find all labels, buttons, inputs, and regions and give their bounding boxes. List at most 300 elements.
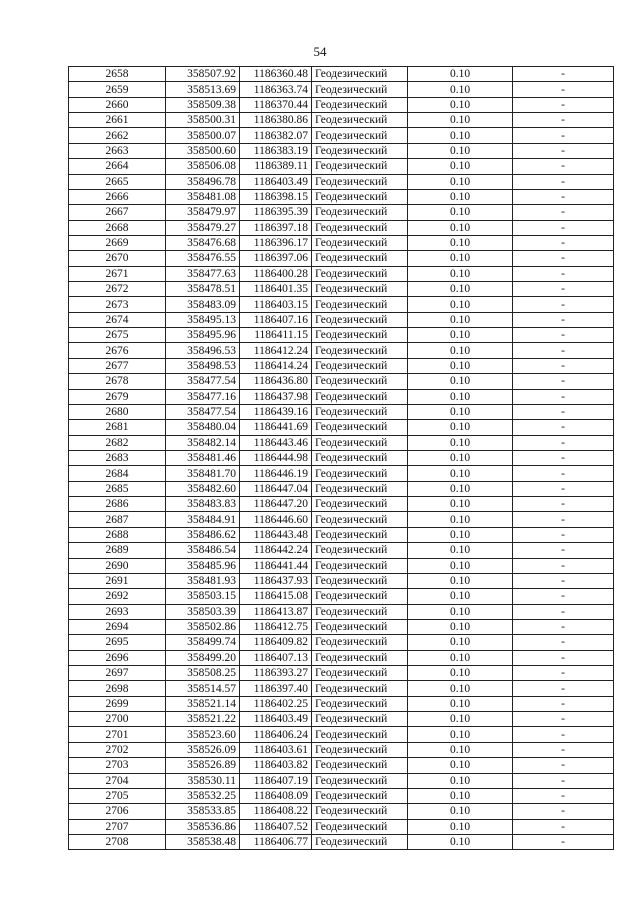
table-row bbox=[69, 512, 614, 527]
point-number-cell: 2693 bbox=[69, 604, 166, 619]
method-cell: Геодезический bbox=[312, 113, 408, 128]
description-cell: - bbox=[513, 159, 614, 174]
x-coordinate-cell: 358476.68 bbox=[166, 235, 240, 250]
x-coordinate-cell: 358521.22 bbox=[166, 712, 240, 727]
accuracy-cell: 0.10 bbox=[408, 804, 513, 819]
y-coordinate-cell: 1186406.24 bbox=[240, 727, 312, 742]
table-row bbox=[69, 650, 614, 665]
y-coordinate-cell: 1186403.15 bbox=[240, 297, 312, 312]
y-coordinate-cell: 1186412.75 bbox=[240, 619, 312, 634]
description-cell: - bbox=[513, 696, 614, 711]
y-coordinate-cell: 1186401.35 bbox=[240, 282, 312, 297]
method-cell: Геодезический bbox=[312, 389, 408, 404]
y-coordinate-cell: 1186397.40 bbox=[240, 681, 312, 696]
table-row bbox=[69, 189, 614, 204]
description-cell: - bbox=[513, 466, 614, 481]
method-cell: Геодезический bbox=[312, 481, 408, 496]
method-cell: Геодезический bbox=[312, 819, 408, 834]
x-coordinate-cell: 358477.63 bbox=[166, 266, 240, 281]
description-cell: - bbox=[513, 67, 614, 82]
table-row bbox=[69, 235, 614, 250]
method-cell: Геодезический bbox=[312, 804, 408, 819]
method-cell: Геодезический bbox=[312, 374, 408, 389]
description-cell: - bbox=[513, 97, 614, 112]
point-number-cell: 2678 bbox=[69, 374, 166, 389]
accuracy-cell: 0.10 bbox=[408, 788, 513, 803]
accuracy-cell: 0.10 bbox=[408, 742, 513, 757]
x-coordinate-cell: 358477.16 bbox=[166, 389, 240, 404]
table-row bbox=[69, 159, 614, 174]
description-cell: - bbox=[513, 819, 614, 834]
x-coordinate-cell: 358508.25 bbox=[166, 666, 240, 681]
y-coordinate-cell: 1186407.19 bbox=[240, 773, 312, 788]
table-row bbox=[69, 558, 614, 573]
description-cell: - bbox=[513, 543, 614, 558]
description-cell: - bbox=[513, 834, 614, 849]
description-cell: - bbox=[513, 681, 614, 696]
table-row bbox=[69, 666, 614, 681]
method-cell: Геодезический bbox=[312, 742, 408, 757]
x-coordinate-cell: 358503.39 bbox=[166, 604, 240, 619]
method-cell: Геодезический bbox=[312, 758, 408, 773]
description-cell: - bbox=[513, 604, 614, 619]
table-row bbox=[69, 681, 614, 696]
description-cell: - bbox=[513, 788, 614, 803]
description-cell: - bbox=[513, 758, 614, 773]
x-coordinate-cell: 358503.15 bbox=[166, 589, 240, 604]
point-number-cell: 2682 bbox=[69, 435, 166, 450]
y-coordinate-cell: 1186439.16 bbox=[240, 404, 312, 419]
description-cell: - bbox=[513, 727, 614, 742]
method-cell: Геодезический bbox=[312, 189, 408, 204]
y-coordinate-cell: 1186380.86 bbox=[240, 113, 312, 128]
accuracy-cell: 0.10 bbox=[408, 435, 513, 450]
x-coordinate-cell: 358499.74 bbox=[166, 635, 240, 650]
coordinates-table bbox=[68, 66, 614, 850]
point-number-cell: 2668 bbox=[69, 220, 166, 235]
accuracy-cell: 0.10 bbox=[408, 374, 513, 389]
x-coordinate-cell: 358479.27 bbox=[166, 220, 240, 235]
x-coordinate-cell: 358478.51 bbox=[166, 282, 240, 297]
method-cell: Геодезический bbox=[312, 589, 408, 604]
accuracy-cell: 0.10 bbox=[408, 604, 513, 619]
description-cell: - bbox=[513, 389, 614, 404]
table-row bbox=[69, 804, 614, 819]
x-coordinate-cell: 358500.60 bbox=[166, 143, 240, 158]
point-number-cell: 2704 bbox=[69, 773, 166, 788]
accuracy-cell: 0.10 bbox=[408, 220, 513, 235]
x-coordinate-cell: 358482.60 bbox=[166, 481, 240, 496]
point-number-cell: 2673 bbox=[69, 297, 166, 312]
description-cell: - bbox=[513, 266, 614, 281]
point-number-cell: 2675 bbox=[69, 328, 166, 343]
y-coordinate-cell: 1186414.24 bbox=[240, 358, 312, 373]
x-coordinate-cell: 358533.85 bbox=[166, 804, 240, 819]
method-cell: Геодезический bbox=[312, 159, 408, 174]
table-row bbox=[69, 266, 614, 281]
method-cell: Геодезический bbox=[312, 497, 408, 512]
y-coordinate-cell: 1186403.49 bbox=[240, 174, 312, 189]
point-number-cell: 2680 bbox=[69, 404, 166, 419]
accuracy-cell: 0.10 bbox=[408, 635, 513, 650]
point-number-cell: 2681 bbox=[69, 420, 166, 435]
y-coordinate-cell: 1186437.93 bbox=[240, 573, 312, 588]
point-number-cell: 2679 bbox=[69, 389, 166, 404]
description-cell: - bbox=[513, 558, 614, 573]
table-row bbox=[69, 450, 614, 465]
point-number-cell: 2674 bbox=[69, 312, 166, 327]
x-coordinate-cell: 358496.53 bbox=[166, 343, 240, 358]
x-coordinate-cell: 358479.97 bbox=[166, 205, 240, 220]
method-cell: Геодезический bbox=[312, 543, 408, 558]
accuracy-cell: 0.10 bbox=[408, 82, 513, 97]
point-number-cell: 2699 bbox=[69, 696, 166, 711]
table-row bbox=[69, 67, 614, 82]
description-cell: - bbox=[513, 650, 614, 665]
description-cell: - bbox=[513, 589, 614, 604]
method-cell: Геодезический bbox=[312, 328, 408, 343]
point-number-cell: 2700 bbox=[69, 712, 166, 727]
accuracy-cell: 0.10 bbox=[408, 312, 513, 327]
accuracy-cell: 0.10 bbox=[408, 358, 513, 373]
point-number-cell: 2677 bbox=[69, 358, 166, 373]
description-cell: - bbox=[513, 143, 614, 158]
point-number-cell: 2661 bbox=[69, 113, 166, 128]
description-cell: - bbox=[513, 666, 614, 681]
table-row bbox=[69, 742, 614, 757]
y-coordinate-cell: 1186406.77 bbox=[240, 834, 312, 849]
y-coordinate-cell: 1186412.24 bbox=[240, 343, 312, 358]
accuracy-cell: 0.10 bbox=[408, 773, 513, 788]
y-coordinate-cell: 1186363.74 bbox=[240, 82, 312, 97]
accuracy-cell: 0.10 bbox=[408, 328, 513, 343]
y-coordinate-cell: 1186444.98 bbox=[240, 450, 312, 465]
point-number-cell: 2662 bbox=[69, 128, 166, 143]
point-number-cell: 2695 bbox=[69, 635, 166, 650]
accuracy-cell: 0.10 bbox=[408, 266, 513, 281]
point-number-cell: 2671 bbox=[69, 266, 166, 281]
accuracy-cell: 0.10 bbox=[408, 297, 513, 312]
table-row bbox=[69, 128, 614, 143]
x-coordinate-cell: 358481.46 bbox=[166, 450, 240, 465]
table-row bbox=[69, 435, 614, 450]
x-coordinate-cell: 358500.31 bbox=[166, 113, 240, 128]
accuracy-cell: 0.10 bbox=[408, 282, 513, 297]
point-number-cell: 2683 bbox=[69, 450, 166, 465]
x-coordinate-cell: 358521.14 bbox=[166, 696, 240, 711]
method-cell: Геодезический bbox=[312, 650, 408, 665]
y-coordinate-cell: 1186437.98 bbox=[240, 389, 312, 404]
y-coordinate-cell: 1186407.13 bbox=[240, 650, 312, 665]
accuracy-cell: 0.10 bbox=[408, 159, 513, 174]
description-cell: - bbox=[513, 174, 614, 189]
y-coordinate-cell: 1186396.17 bbox=[240, 235, 312, 250]
point-number-cell: 2672 bbox=[69, 282, 166, 297]
accuracy-cell: 0.10 bbox=[408, 128, 513, 143]
accuracy-cell: 0.10 bbox=[408, 696, 513, 711]
point-number-cell: 2686 bbox=[69, 497, 166, 512]
accuracy-cell: 0.10 bbox=[408, 67, 513, 82]
x-coordinate-cell: 358507.92 bbox=[166, 67, 240, 82]
x-coordinate-cell: 358484.91 bbox=[166, 512, 240, 527]
description-cell: - bbox=[513, 497, 614, 512]
accuracy-cell: 0.10 bbox=[408, 558, 513, 573]
table-row bbox=[69, 404, 614, 419]
description-cell: - bbox=[513, 220, 614, 235]
description-cell: - bbox=[513, 804, 614, 819]
x-coordinate-cell: 358526.89 bbox=[166, 758, 240, 773]
method-cell: Геодезический bbox=[312, 220, 408, 235]
point-number-cell: 2696 bbox=[69, 650, 166, 665]
description-cell: - bbox=[513, 420, 614, 435]
table-row bbox=[69, 297, 614, 312]
table-row bbox=[69, 712, 614, 727]
description-cell: - bbox=[513, 573, 614, 588]
description-cell: - bbox=[513, 481, 614, 496]
x-coordinate-cell: 358483.09 bbox=[166, 297, 240, 312]
x-coordinate-cell: 358477.54 bbox=[166, 404, 240, 419]
table-row bbox=[69, 497, 614, 512]
accuracy-cell: 0.10 bbox=[408, 650, 513, 665]
point-number-cell: 2702 bbox=[69, 742, 166, 757]
method-cell: Геодезический bbox=[312, 788, 408, 803]
method-cell: Геодезический bbox=[312, 773, 408, 788]
accuracy-cell: 0.10 bbox=[408, 205, 513, 220]
accuracy-cell: 0.10 bbox=[408, 819, 513, 834]
description-cell: - bbox=[513, 773, 614, 788]
y-coordinate-cell: 1186436.80 bbox=[240, 374, 312, 389]
point-number-cell: 2659 bbox=[69, 82, 166, 97]
point-number-cell: 2698 bbox=[69, 681, 166, 696]
point-number-cell: 2690 bbox=[69, 558, 166, 573]
table-row bbox=[69, 635, 614, 650]
accuracy-cell: 0.10 bbox=[408, 527, 513, 542]
point-number-cell: 2660 bbox=[69, 97, 166, 112]
accuracy-cell: 0.10 bbox=[408, 481, 513, 496]
table-row bbox=[69, 481, 614, 496]
table-row bbox=[69, 573, 614, 588]
point-number-cell: 2664 bbox=[69, 159, 166, 174]
y-coordinate-cell: 1186413.87 bbox=[240, 604, 312, 619]
accuracy-cell: 0.10 bbox=[408, 420, 513, 435]
y-coordinate-cell: 1186408.22 bbox=[240, 804, 312, 819]
point-number-cell: 2703 bbox=[69, 758, 166, 773]
method-cell: Геодезический bbox=[312, 527, 408, 542]
method-cell: Геодезический bbox=[312, 635, 408, 650]
table-row bbox=[69, 343, 614, 358]
method-cell: Геодезический bbox=[312, 251, 408, 266]
y-coordinate-cell: 1186403.82 bbox=[240, 758, 312, 773]
x-coordinate-cell: 358481.08 bbox=[166, 189, 240, 204]
y-coordinate-cell: 1186409.82 bbox=[240, 635, 312, 650]
y-coordinate-cell: 1186382.07 bbox=[240, 128, 312, 143]
point-number-cell: 2689 bbox=[69, 543, 166, 558]
method-cell: Геодезический bbox=[312, 266, 408, 281]
point-number-cell: 2691 bbox=[69, 573, 166, 588]
y-coordinate-cell: 1186443.48 bbox=[240, 527, 312, 542]
method-cell: Геодезический bbox=[312, 834, 408, 849]
table-row bbox=[69, 358, 614, 373]
description-cell: - bbox=[513, 435, 614, 450]
table-row bbox=[69, 282, 614, 297]
accuracy-cell: 0.10 bbox=[408, 189, 513, 204]
accuracy-cell: 0.10 bbox=[408, 512, 513, 527]
table-row bbox=[69, 312, 614, 327]
table-row bbox=[69, 374, 614, 389]
x-coordinate-cell: 358513.69 bbox=[166, 82, 240, 97]
method-cell: Геодезический bbox=[312, 404, 408, 419]
method-cell: Геодезический bbox=[312, 681, 408, 696]
point-number-cell: 2685 bbox=[69, 481, 166, 496]
accuracy-cell: 0.10 bbox=[408, 573, 513, 588]
x-coordinate-cell: 358486.62 bbox=[166, 527, 240, 542]
accuracy-cell: 0.10 bbox=[408, 113, 513, 128]
method-cell: Геодезический bbox=[312, 358, 408, 373]
x-coordinate-cell: 358485.96 bbox=[166, 558, 240, 573]
accuracy-cell: 0.10 bbox=[408, 681, 513, 696]
method-cell: Геодезический bbox=[312, 435, 408, 450]
accuracy-cell: 0.10 bbox=[408, 466, 513, 481]
description-cell: - bbox=[513, 343, 614, 358]
method-cell: Геодезический bbox=[312, 712, 408, 727]
x-coordinate-cell: 358538.48 bbox=[166, 834, 240, 849]
table-row bbox=[69, 205, 614, 220]
accuracy-cell: 0.10 bbox=[408, 143, 513, 158]
table-row bbox=[69, 788, 614, 803]
point-number-cell: 2707 bbox=[69, 819, 166, 834]
y-coordinate-cell: 1186402.25 bbox=[240, 696, 312, 711]
table-row bbox=[69, 543, 614, 558]
table-row bbox=[69, 328, 614, 343]
x-coordinate-cell: 358481.93 bbox=[166, 573, 240, 588]
method-cell: Геодезический bbox=[312, 282, 408, 297]
y-coordinate-cell: 1186395.39 bbox=[240, 205, 312, 220]
table-row bbox=[69, 113, 614, 128]
y-coordinate-cell: 1186403.61 bbox=[240, 742, 312, 757]
page-number: 54 bbox=[313, 44, 327, 59]
table-row bbox=[69, 389, 614, 404]
method-cell: Геодезический bbox=[312, 466, 408, 481]
y-coordinate-cell: 1186389.11 bbox=[240, 159, 312, 174]
y-coordinate-cell: 1186441.69 bbox=[240, 420, 312, 435]
point-number-cell: 2676 bbox=[69, 343, 166, 358]
table-row bbox=[69, 97, 614, 112]
table-row bbox=[69, 420, 614, 435]
x-coordinate-cell: 358514.57 bbox=[166, 681, 240, 696]
point-number-cell: 2705 bbox=[69, 788, 166, 803]
x-coordinate-cell: 358476.55 bbox=[166, 251, 240, 266]
point-number-cell: 2669 bbox=[69, 235, 166, 250]
y-coordinate-cell: 1186411.15 bbox=[240, 328, 312, 343]
point-number-cell: 2708 bbox=[69, 834, 166, 849]
x-coordinate-cell: 358482.14 bbox=[166, 435, 240, 450]
accuracy-cell: 0.10 bbox=[408, 97, 513, 112]
table-row bbox=[69, 143, 614, 158]
table-row bbox=[69, 604, 614, 619]
method-cell: Геодезический bbox=[312, 573, 408, 588]
table-row bbox=[69, 527, 614, 542]
accuracy-cell: 0.10 bbox=[408, 589, 513, 604]
accuracy-cell: 0.10 bbox=[408, 450, 513, 465]
table-row bbox=[69, 834, 614, 849]
table-row bbox=[69, 773, 614, 788]
x-coordinate-cell: 358481.70 bbox=[166, 466, 240, 481]
coordinates-table-body bbox=[69, 67, 614, 850]
x-coordinate-cell: 358483.83 bbox=[166, 497, 240, 512]
point-number-cell: 2667 bbox=[69, 205, 166, 220]
method-cell: Геодезический bbox=[312, 450, 408, 465]
table-row bbox=[69, 758, 614, 773]
description-cell: - bbox=[513, 82, 614, 97]
accuracy-cell: 0.10 bbox=[408, 404, 513, 419]
accuracy-cell: 0.10 bbox=[408, 666, 513, 681]
point-number-cell: 2684 bbox=[69, 466, 166, 481]
description-cell: - bbox=[513, 312, 614, 327]
x-coordinate-cell: 358506.08 bbox=[166, 159, 240, 174]
description-cell: - bbox=[513, 282, 614, 297]
table-row bbox=[69, 82, 614, 97]
y-coordinate-cell: 1186383.19 bbox=[240, 143, 312, 158]
point-number-cell: 2706 bbox=[69, 804, 166, 819]
point-number-cell: 2670 bbox=[69, 251, 166, 266]
method-cell: Геодезический bbox=[312, 97, 408, 112]
accuracy-cell: 0.10 bbox=[408, 343, 513, 358]
y-coordinate-cell: 1186446.60 bbox=[240, 512, 312, 527]
description-cell: - bbox=[513, 235, 614, 250]
point-number-cell: 2688 bbox=[69, 527, 166, 542]
accuracy-cell: 0.10 bbox=[408, 619, 513, 634]
y-coordinate-cell: 1186447.04 bbox=[240, 481, 312, 496]
x-coordinate-cell: 358495.13 bbox=[166, 312, 240, 327]
y-coordinate-cell: 1186360.48 bbox=[240, 67, 312, 82]
x-coordinate-cell: 358496.78 bbox=[166, 174, 240, 189]
x-coordinate-cell: 358536.86 bbox=[166, 819, 240, 834]
y-coordinate-cell: 1186393.27 bbox=[240, 666, 312, 681]
point-number-cell: 2692 bbox=[69, 589, 166, 604]
x-coordinate-cell: 358495.96 bbox=[166, 328, 240, 343]
y-coordinate-cell: 1186400.28 bbox=[240, 266, 312, 281]
description-cell: - bbox=[513, 450, 614, 465]
x-coordinate-cell: 358523.60 bbox=[166, 727, 240, 742]
method-cell: Геодезический bbox=[312, 235, 408, 250]
description-cell: - bbox=[513, 619, 614, 634]
method-cell: Геодезический bbox=[312, 312, 408, 327]
y-coordinate-cell: 1186407.52 bbox=[240, 819, 312, 834]
table-row bbox=[69, 220, 614, 235]
method-cell: Геодезический bbox=[312, 727, 408, 742]
table-row bbox=[69, 696, 614, 711]
table-row bbox=[69, 589, 614, 604]
y-coordinate-cell: 1186408.09 bbox=[240, 788, 312, 803]
point-number-cell: 2665 bbox=[69, 174, 166, 189]
description-cell: - bbox=[513, 251, 614, 266]
method-cell: Геодезический bbox=[312, 512, 408, 527]
y-coordinate-cell: 1186397.06 bbox=[240, 251, 312, 266]
y-coordinate-cell: 1186397.18 bbox=[240, 220, 312, 235]
y-coordinate-cell: 1186443.46 bbox=[240, 435, 312, 450]
table-row bbox=[69, 251, 614, 266]
x-coordinate-cell: 358500.07 bbox=[166, 128, 240, 143]
point-number-cell: 2663 bbox=[69, 143, 166, 158]
description-cell: - bbox=[513, 358, 614, 373]
accuracy-cell: 0.10 bbox=[408, 389, 513, 404]
point-number-cell: 2697 bbox=[69, 666, 166, 681]
x-coordinate-cell: 358509.38 bbox=[166, 97, 240, 112]
x-coordinate-cell: 358526.09 bbox=[166, 742, 240, 757]
y-coordinate-cell: 1186415.08 bbox=[240, 589, 312, 604]
accuracy-cell: 0.10 bbox=[408, 251, 513, 266]
accuracy-cell: 0.10 bbox=[408, 727, 513, 742]
